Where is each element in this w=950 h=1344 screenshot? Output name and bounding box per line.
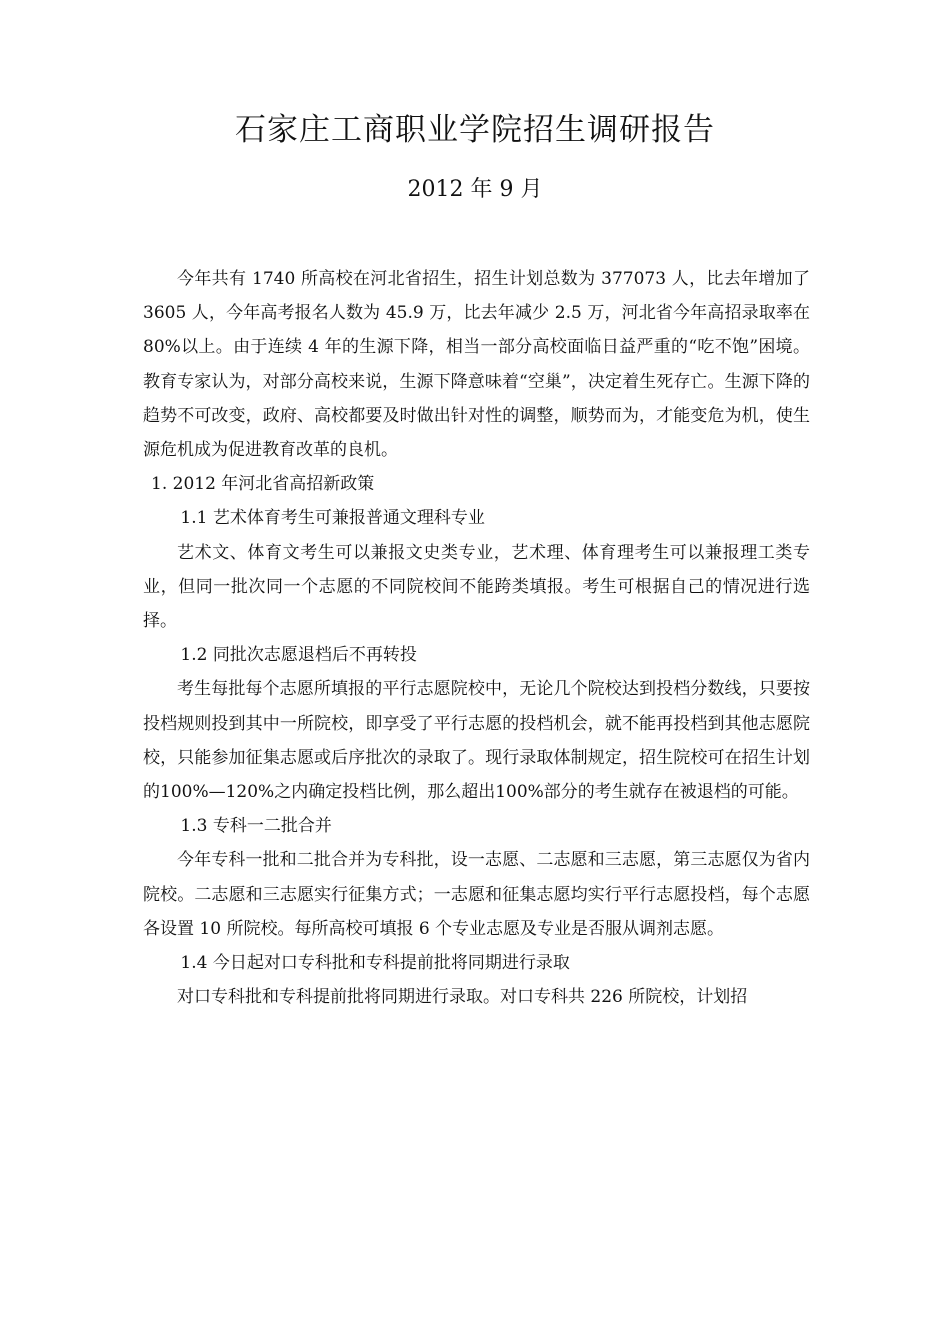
paragraph-1-3: 今年专科一批和二批合并为专科批，设一志愿、二志愿和三志愿，第三志愿仅为省内院校。二志愿和三志愿实行征集方式；一志愿和征集志愿均实行平行志愿投档，每个志愿各设置 10 所院校。每所高校可填报 6 个专业志愿及专业是否服从调剂志愿。 [143,850,810,939]
document-date: 2012 年 9 月 [407,177,543,202]
paragraph-1-1: 艺术文、体育文考生可以兼报文史类专业，艺术理、体育理考生可以兼报理工类专业，但同一批次同一个志愿的不同院校间不能跨类填报。考生可根据自己的情况进行选择。 [143,542,810,632]
section-heading-1: 1. 2012 年河北省高招新政策 [151,474,375,495]
document-title: 石家庄工商职业学院招生调研报告 [235,112,715,148]
subsection-heading-1-3: 1.3 专科一二批合并 [180,816,332,837]
paragraph-1-4: 对口专科批和专科提前批将同期进行录取。对口专科共 226 所院校，计划招 [177,987,748,1008]
subsection-heading-1-1: 1.1 艺术体育考生可兼报普通文理科专业 [180,508,485,529]
subsection-heading-1-2: 1.2 同批次志愿退档后不再转投 [180,645,417,666]
paragraph-1-2: 考生每批每个志愿所填报的平行志愿院校中，无论几个院校达到投档分数线，只要按投档规则投到其中一所院校，即享受了平行志愿的投档机会，就不能再投档到其他志愿院校，只能参加征集志愿或后序批次的录取了。现行录取体制规定，招生院校可在招生计划的100%—120%之内确定投档比例，那么超出100%部分的考生就存在被退档的可能。 [143,679,810,803]
document-body [143,262,810,1014]
subsection-heading-1-4: 1.4 今日起对口专科批和专科提前批将同期进行录取 [180,953,570,974]
intro-paragraph: 今年共有 1740 所高校在河北省招生，招生计划总数为 377073 人，比去年增加了 3605 人，今年高考报名人数为 45.9 万，比去年减少 2.5 万，河北省今年高招录取率在 80%以上。由于连续 4 年的生源下降，相当一部分高校面临日益严重的“吃不饱”困境。教育专家认为，对部分高校来说，生源下降意味着“空巢”，决定着生死存亡。生源下降的趋势不可改变，政府、高校都要及时做出针对性的调整，顺势而为，才能变危为机，使生源危机成为促进教育改革的良机。 [143,269,810,461]
